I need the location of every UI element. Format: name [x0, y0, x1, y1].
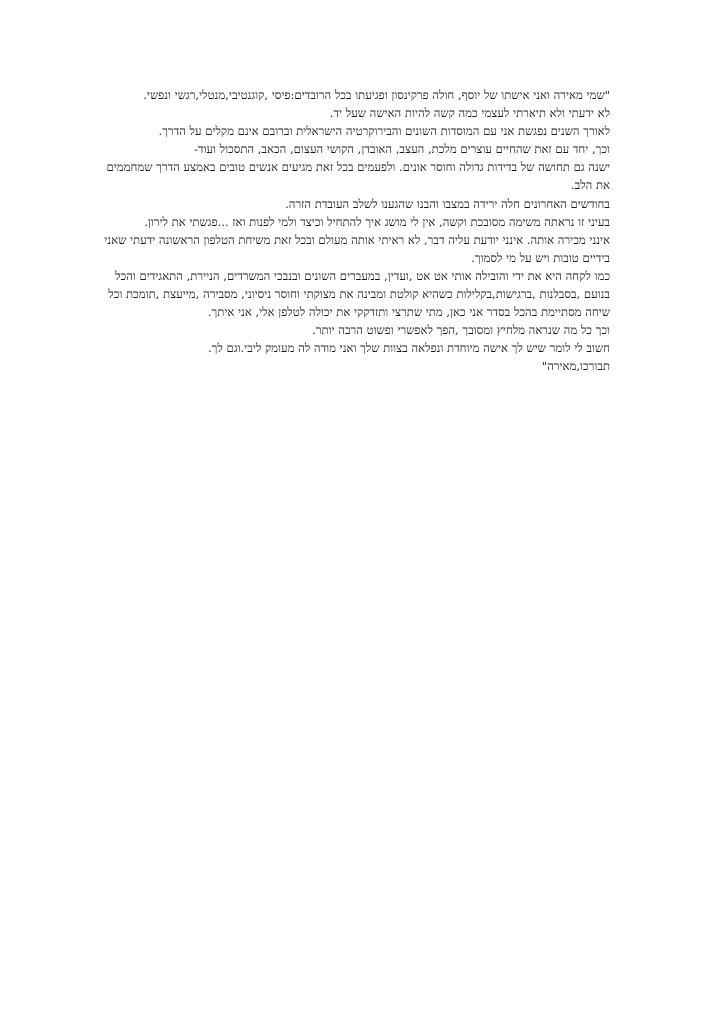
paragraph: בעיני זו נראתה משימה מסובכת וקשה, אין לי מושג איך להתחיל וכיצד ולמי לפנות ואז ...פגשתי את לירון. [144, 214, 610, 229]
paragraph: חשוב לי לומר שיש לך אישה מיוחדת ונפלאה בצוות שלך ואני מודה לה מעומק ליבי.וגם לך. [207, 341, 610, 356]
paragraph: וכך כל מה שנראה מלחיץ ומסובך ,הפך לאפשרי ופשוט הרבה יותר. [312, 323, 610, 338]
paragraph: אינני מכירה אותה. אינני יודעת עליה דבר, לא ראיתי אותה מעולם ובכל זאת משיחת הטלפון הראשונה ידעתי שאני בידיים טובות ויש על מי לסמוך. [104, 232, 610, 265]
signature-line: תבורכו,מאירה" [541, 359, 610, 374]
paragraph: לאורך השנים נפגשת אני עם המוסדות השונים והבירוקרטיה הישראלית וברובם אינם מקלים על הדרך. [158, 124, 610, 139]
paragraph: כמו לקחה היא את ידי והובילה אותי אט אט ,ועדין, במעברים השונים ובנבכי המשרדים, הניירת, התאגידים והכל בנועם ,בסבלנות ,ברגישות,בקלילות כשהיא קולטת ומבינה את מצוקתי וחוסר ניסיוני, מסבירה ,מייעצת ,תומכת וכל שיחה מסתיימת בהכל בסדר אני כאן, מתי שתרצי ותזדקקי את יכולה לטלפן אלי, אני איתך. [108, 268, 610, 320]
paragraph: לא ידעתי ולא תיארתי לעצמי כמה קשה להיות האישה שעל יד. [329, 106, 610, 121]
paragraph: ישנה גם תחושה של בדידות גדולה וחוסר אונים. ולפעמים בכל זאת מגיעים אנשים טובים באמצע הדרך שמחממים את הלב. [106, 160, 610, 193]
letter-body [100, 86, 610, 376]
paragraph: בחודשים האחרונים חלה ירידה במצבו והבנו שהגענו לשלב העובדת הזרה. [285, 196, 610, 211]
paragraph-intro: "שמי מאירה ואני אישתו של יוסף, חולה פרקינסון ופגיעתו בכל הרובדים:פיסי ,קוגנטיבי,מנטלי,רגשי ונפשי. [143, 88, 610, 102]
paragraph: וכך, יחד עם זאת שהחיים עוצרים מלכת, העצב, האובדן, הקושי העצום, הכאב, התסכול ועוד- [194, 142, 610, 157]
